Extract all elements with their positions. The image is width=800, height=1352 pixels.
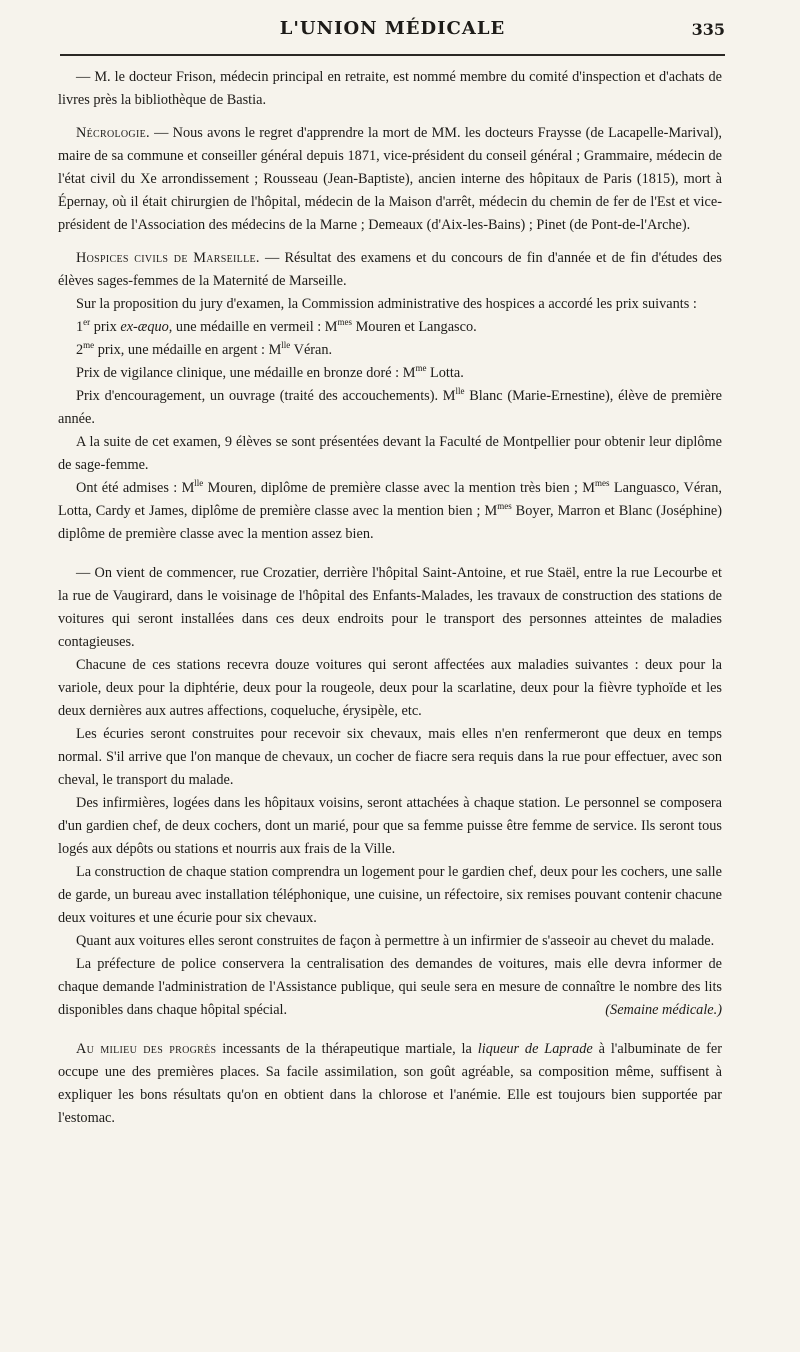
prix-2-sup-2: lle bbox=[281, 340, 291, 351]
prix-1-text-b: , une médaille en vermeil : M bbox=[168, 319, 338, 335]
necrologie-text: — Nous avons le regret d'apprendre la mort de MM. les docteurs Fraysse (de Lacapelle-Marival), maire de sa commune et conseiller général depuis 1871, vice-président du conseil général ; Grammaire, médecin de l'état civil du Xe arrondissement ; Rousseau (Jean-Baptiste), ancien interne des hôpitaux de Paris (1815), mort à Épernay, où il était chirurgien de l'hôpital, médecin de la Maison d'arrêt, médecin du chemin de fer de l'Est et vice-président de l'Association des médecins de la Marne ; Demeaux (d'Aix-les-Bains) ; Pinet (de Pont-de-l'Arche). bbox=[58, 125, 722, 233]
running-title: L'UNION MÉDICALE bbox=[279, 18, 506, 39]
laprade-lead: Au milieu des progrès bbox=[76, 1041, 217, 1057]
paragraph-hospices bbox=[58, 247, 722, 293]
page-header bbox=[60, 18, 725, 48]
paragraph-voitures: Chacune de ces stations recevra douze voitures qui seront affectées aux maladies suivantes : deux pour la variole, deux pour la diphtérie, deux pour la rougeole, deux pour la scarlatine, deux pour la fièvre typhoïde et les deux dernières aux autres affections, coqueluche, érysipèle, etc. bbox=[58, 657, 722, 719]
prix-2-text-b: Véran. bbox=[290, 342, 333, 358]
laprade-text-a: incessants de la thérapeutique martiale, la bbox=[216, 1041, 478, 1057]
prix-encouragement-text-b: Blanc (Marie-Ernestine), élève de première année. bbox=[58, 388, 722, 427]
paragraph-commission: Sur la proposition du jury d'examen, la Commission administrative des hospices a accordé les prix suivants : bbox=[76, 296, 697, 312]
header-rule bbox=[60, 54, 725, 56]
necrologie-heading: Nécrologie. bbox=[76, 125, 150, 141]
prix-2-sup: me bbox=[83, 340, 95, 351]
paragraph-prix-encouragement bbox=[58, 385, 722, 431]
paragraph-infirmieres: Des infirmières, logées dans les hôpitaux voisins, seront attachées à chaque station. Le personnel se composera d'un gardien chef, de deux cochers, dont un marié, pour que sa femme puisse être femme de service. Ils seront tous logés aux dépôts ou stations et nourris aux frais de la Ville. bbox=[58, 795, 722, 857]
paragraph-admises bbox=[58, 477, 722, 546]
paragraph-prix-1 bbox=[58, 316, 722, 339]
prix-vigilance-text-b: Lotta. bbox=[426, 365, 464, 381]
paragraph-prix-vigilance bbox=[58, 362, 722, 385]
prix-2-text-a: prix, une médaille en argent : M bbox=[94, 342, 282, 358]
paragraph-laprade bbox=[58, 1038, 722, 1130]
paragraph-prix-2 bbox=[58, 339, 722, 362]
hospices-text: — Résultat des examens et du concours de fin d'année et de fin d'études des élèves sages-femmes de la Maternité de Marseille. bbox=[58, 250, 722, 289]
article-body bbox=[58, 66, 722, 1130]
admises-sup-2: mes bbox=[595, 478, 610, 489]
admises-text-b: Mouren, diplôme de première classe avec la mention très bien ; M bbox=[203, 480, 596, 496]
paragraph-ecuries: Les écuries seront construites pour recevoir six chevaux, mais elles n'en renfermeront que deux en temps normal. S'il arrive que l'on manque de chevaux, un cocher de fiacre sera requis dans la rue pour effectuer, avec son cheval, le transport du malade. bbox=[58, 726, 722, 788]
prix-vigilance-sup: me bbox=[415, 363, 427, 374]
prix-encouragement-sup: lle bbox=[455, 386, 465, 397]
admises-text-c: Languasco, Véran, Lotta, Cardy et James, diplôme de première classe avec la mention bien ; M bbox=[58, 480, 722, 519]
prix-1-italic: ex-æquo bbox=[120, 319, 169, 335]
paragraph-construction: La construction de chaque station comprendra un logement pour le gardien chef, deux pour les cochers, une salle de garde, un bureau avec installation téléphonique, une cuisine, un réfectoire, six remises pouvant contenir chacune deux voitures et une écurie pour six chevaux. bbox=[58, 864, 722, 926]
prix-1-sup-2: mes bbox=[337, 317, 353, 328]
page-number: 335 bbox=[691, 20, 725, 39]
admises-text-d: Boyer, Marron et Blanc (Joséphine) diplôme de première classe avec la mention assez bien. bbox=[58, 503, 722, 542]
laprade-text-b: à l'albuminate de fer occupe une des premières places. Sa facile assimilation, son goût agréable, sa composition même, suffisent à expliquer les bons résultats qu'on en obtient dans la chlorose et l'anémie. Elle est toujours bien supportée par l'estomac. bbox=[58, 1041, 722, 1126]
paragraph-chevet: Quant aux voitures elles seront construites de façon à permettre à un infirmier de s'asseoir au chevet du malade. bbox=[76, 933, 715, 949]
admises-sup-3: mes bbox=[497, 501, 512, 512]
source-citation: (Semaine médicale.) bbox=[605, 1002, 722, 1018]
prix-vigilance-text-a: Prix de vigilance clinique, une médaille en bronze doré : M bbox=[76, 365, 416, 381]
prix-2-number: 2 bbox=[76, 342, 84, 358]
paragraph-stations: — On vient de commencer, rue Crozatier, derrière l'hôpital Saint-Antoine, et rue Staël, entre la rue Lecourbe et la rue de Vaugirard, dans le voisinage de l'hôpital des Enfants-Malades, les travaux de construction des stations de voitures qui seront installées dans ces deux endroits pour le transport des personnes atteintes de maladies contagieuses. bbox=[58, 565, 722, 650]
paragraph-necrologie bbox=[58, 122, 722, 237]
prix-1-sup: er bbox=[83, 317, 91, 328]
prix-1-text-c: Mouren et Langasco. bbox=[352, 319, 477, 335]
paragraph-prefecture bbox=[58, 953, 722, 1022]
prefecture-text: La préfecture de police conservera la centralisation des demandes de voitures, mais elle devra informer de chaque demande l'administration de l'Assistance publique, qui seule sera en mesure de connaître le nombre des lits disponibles dans chaque hôpital spécial. bbox=[58, 956, 722, 1018]
hospices-heading: Hospices civils de Marseille. bbox=[76, 250, 260, 266]
prix-1-number: 1 bbox=[76, 319, 84, 335]
admises-sup-1: lle bbox=[194, 478, 204, 489]
paragraph-montpellier: A la suite de cet examen, 9 élèves se sont présentées devant la Faculté de Montpellier pour obtenir leur diplôme de sage-femme. bbox=[58, 434, 722, 473]
prix-1-text-a: prix bbox=[90, 319, 121, 335]
laprade-italic: liqueur de Laprade bbox=[477, 1041, 593, 1057]
prix-encouragement-text-a: Prix d'encouragement, un ouvrage (traité des accouchements). M bbox=[76, 388, 456, 404]
admises-text-a: Ont été admises : M bbox=[76, 480, 195, 496]
paragraph-frison: — M. le docteur Frison, médecin principal en retraite, est nommé membre du comité d'inspection et d'achats de livres près la bibliothèque de Bastia. bbox=[58, 69, 722, 108]
